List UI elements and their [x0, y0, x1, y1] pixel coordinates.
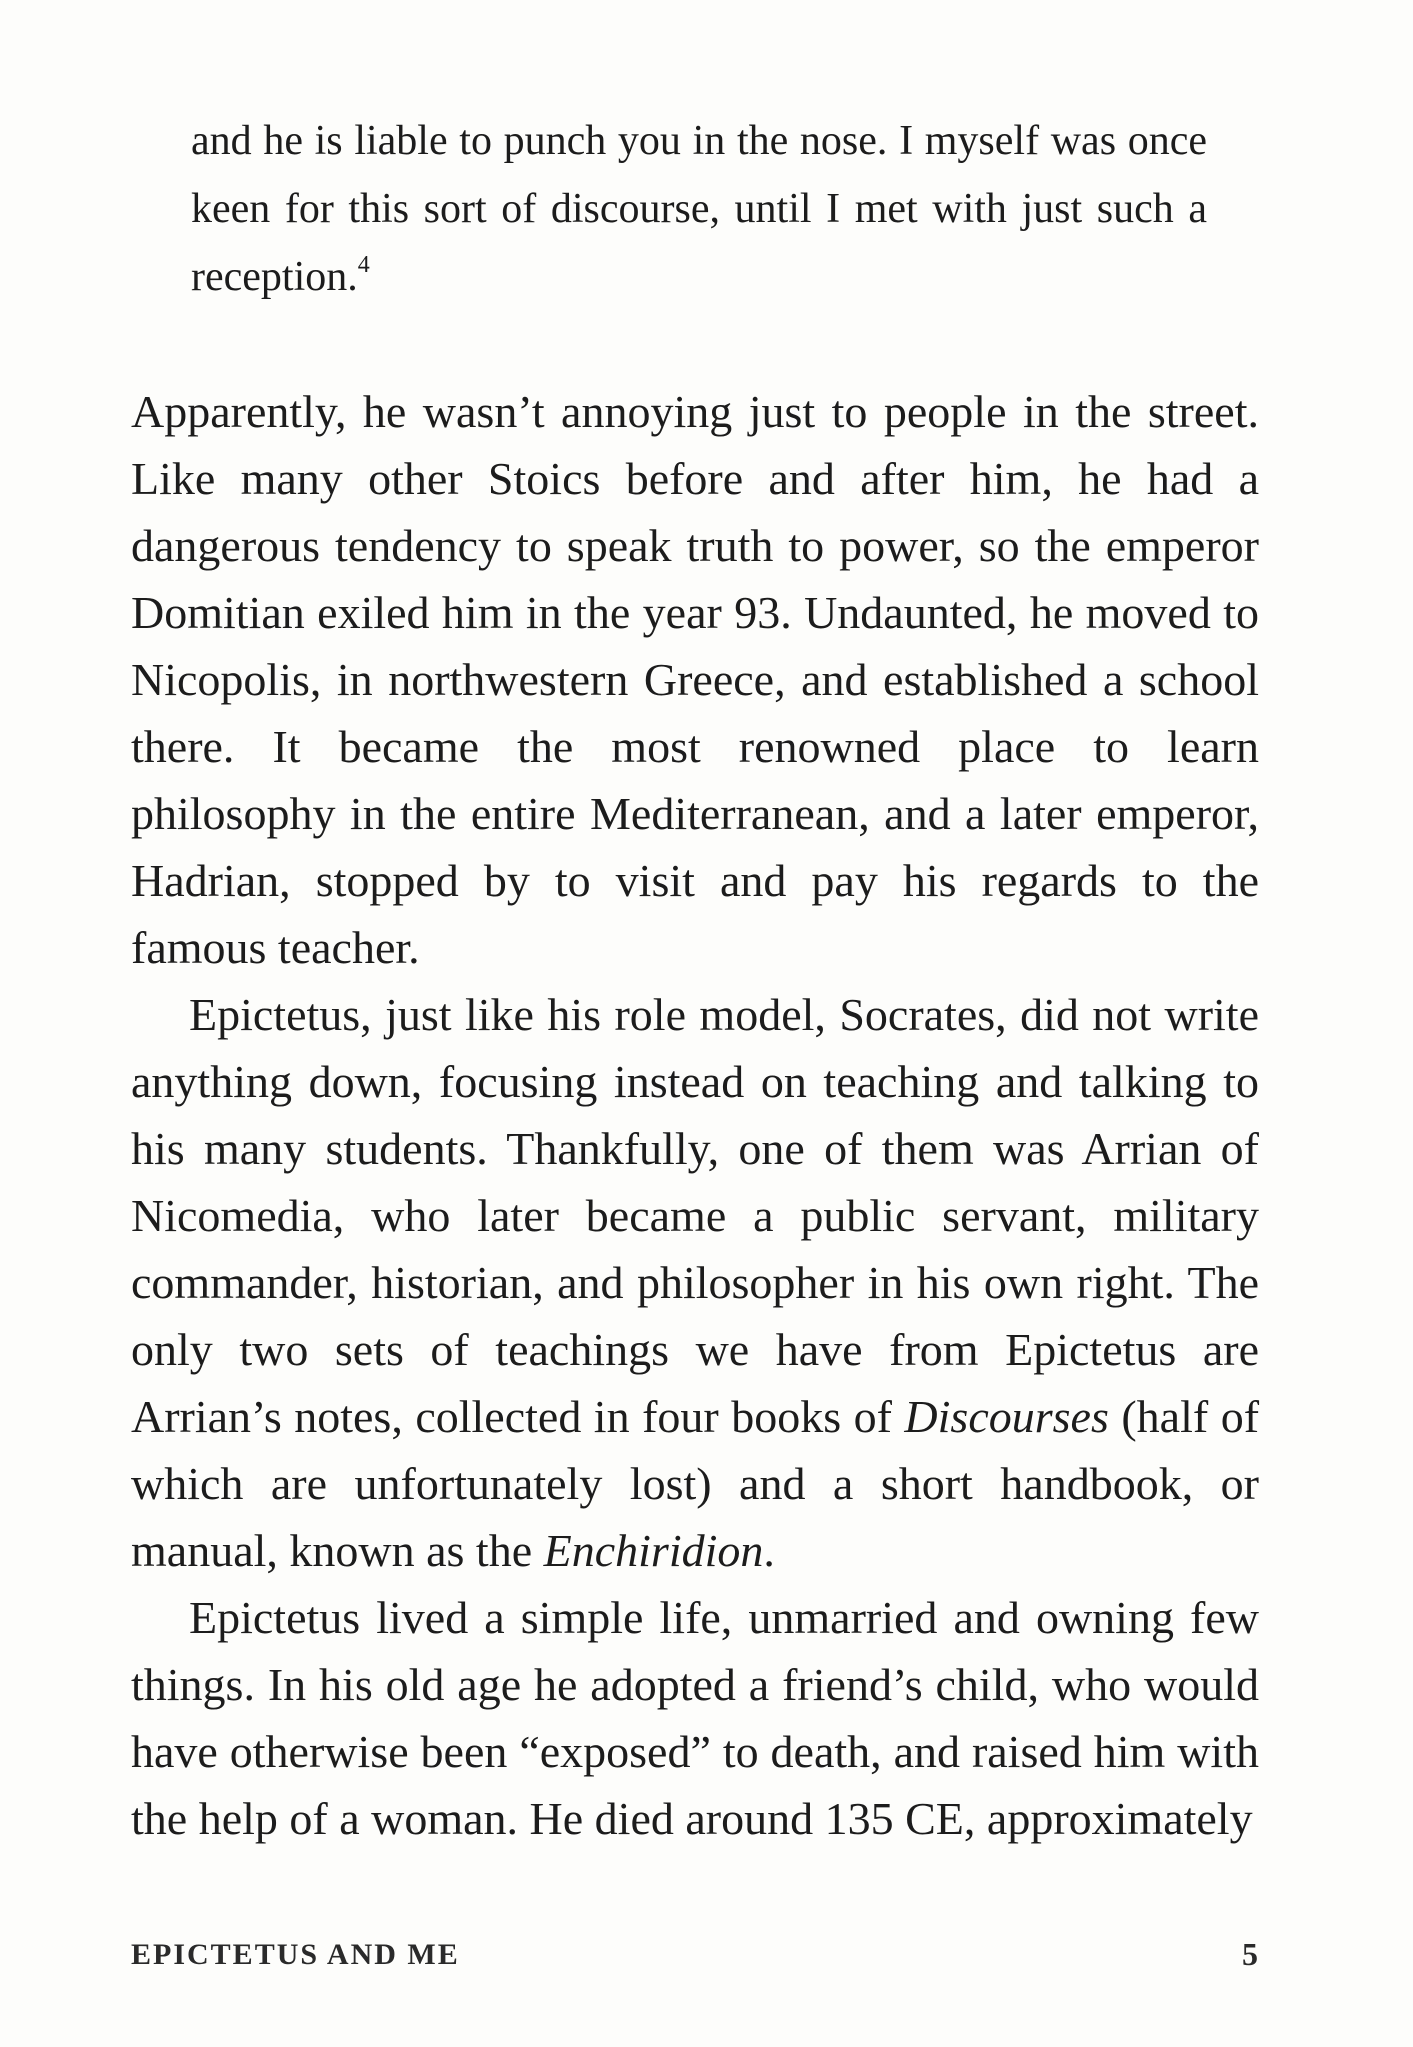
footnote-marker: 4: [357, 252, 370, 278]
paragraph-2-text-a: Epictetus, just like his role model, Socrates, did not write anything down, focusing instead on teaching and talking to his many students. Thankfully, one of them was Arrian of Nicomedia, who later became a public servant, military commander, historian, and philosopher in his own right. The only two sets of teachings we have from Epictetus are Arrian’s notes, collected in four books of: [131, 989, 1259, 1442]
paragraph-2-text-b: (half of which are unfortunately lost) and a short handbook, or manual, known as the: [131, 1391, 1260, 1576]
enchiridion-title: Enchiridion: [543, 1525, 764, 1576]
paragraph-1: Apparently, he wasn’t annoying just to people in the street. Like many other Stoics before and after him, he had a dangerous tendency to speak truth to power, so the emperor Domitian exiled him in the year 93. Undaunted, he moved to Nicopolis, in northwestern Greece, and established a school there. It became the most renowned place to learn philosophy in the entire Mediterranean, and a later emperor, Hadrian, stopped by to visit and pay his regards to the famous teacher.: [131, 386, 1259, 973]
discourses-title: Discourses: [904, 1391, 1109, 1442]
quote-text: and he is liable to punch you in the nose. I myself was once keen for this sort of discourse, until I met with just such a reception.: [191, 118, 1207, 300]
page-number: 5: [1242, 1936, 1258, 1972]
running-footer-title: EPICTETUS AND ME: [131, 1938, 460, 1971]
block-quote: [191, 107, 1207, 311]
body-text: [131, 378, 1259, 1852]
paragraph-2-text-c: .: [763, 1525, 775, 1576]
paragraph-3: Epictetus lived a simple life, unmarried and owning few things. In his old age he adopted a friend’s child, who would have otherwise been “exposed” to death, and raised him with the help of a woman. He died around 135 CE, approximately: [131, 1592, 1259, 1844]
paragraph-2: [131, 981, 1259, 1584]
